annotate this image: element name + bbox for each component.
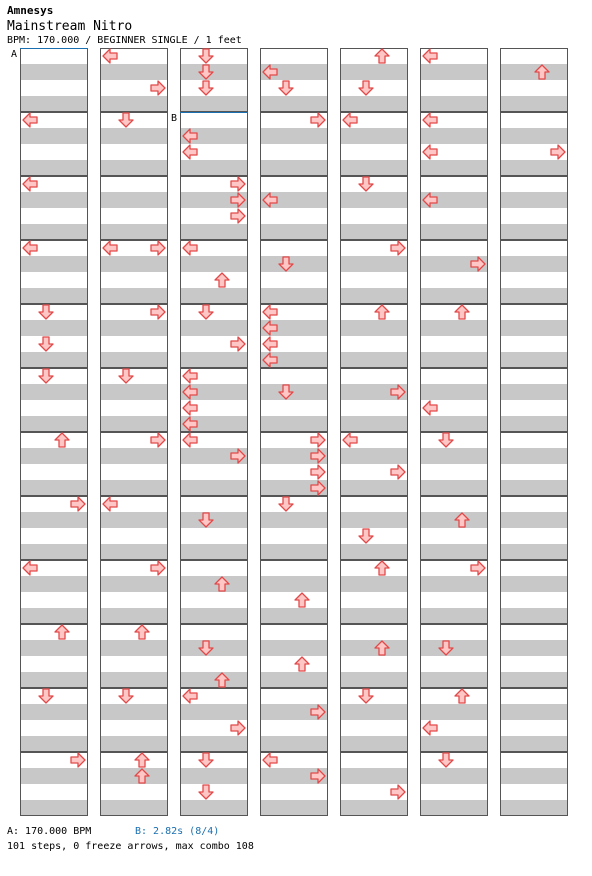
beat-stripe (260, 672, 328, 688)
beat-stripe (20, 384, 88, 400)
beat-stripe (20, 352, 88, 368)
beat-stripe (420, 576, 488, 592)
beat-stripe (20, 96, 88, 112)
chart-meta: BPM: 170.000 / BEGINNER SINGLE / 1 feet (7, 35, 242, 46)
marker-label: B (171, 113, 178, 124)
beat-stripe (420, 96, 488, 112)
beat-stripe (420, 608, 488, 624)
beat-stripe (420, 736, 488, 752)
beat-stripe (340, 256, 408, 272)
beat-stripe (260, 736, 328, 752)
beat-stripe (500, 224, 568, 240)
beat-stripe (20, 288, 88, 304)
beat-stripe (340, 448, 408, 464)
beat-stripe (180, 320, 248, 336)
beat-stripe (420, 288, 488, 304)
beat-stripe (20, 704, 88, 720)
beat-stripe (20, 576, 88, 592)
beat-stripe (260, 640, 328, 656)
beat-stripe (340, 480, 408, 496)
beat-stripe (340, 704, 408, 720)
beat-stripe (100, 672, 168, 688)
beat-stripe (20, 800, 88, 816)
beat-stripe (340, 608, 408, 624)
beat-stripe (500, 576, 568, 592)
beat-stripe (420, 800, 488, 816)
beat-stripe (20, 544, 88, 560)
beat-stripe (100, 192, 168, 208)
beat-stripe (420, 544, 488, 560)
beat-stripe (340, 96, 408, 112)
beat-stripe (500, 480, 568, 496)
beat-stripe (500, 192, 568, 208)
beat-stripe (340, 288, 408, 304)
beat-stripe (100, 576, 168, 592)
beat-stripe (180, 608, 248, 624)
beat-stripe (260, 416, 328, 432)
beat-stripe (500, 544, 568, 560)
beat-stripe (100, 800, 168, 816)
song-title: Mainstream Nitro (7, 19, 133, 34)
beat-stripe (180, 672, 248, 688)
beat-stripe (180, 768, 248, 784)
beat-stripe (340, 768, 408, 784)
beat-stripe (100, 384, 168, 400)
beat-stripe (340, 192, 408, 208)
beat-stripe (20, 672, 88, 688)
beat-stripe (100, 96, 168, 112)
beat-stripe (340, 544, 408, 560)
beat-stripe (20, 320, 88, 336)
beat-stripe (20, 160, 88, 176)
beat-stripe (180, 224, 248, 240)
beat-stripe (340, 640, 408, 656)
beat-stripe (100, 768, 168, 784)
beat-stripe (180, 288, 248, 304)
beat-stripe (420, 448, 488, 464)
beat-stripe (20, 64, 88, 80)
beat-stripe (20, 416, 88, 432)
beat-stripe (100, 160, 168, 176)
beat-stripe (20, 256, 88, 272)
beat-stripe (180, 480, 248, 496)
beat-stripe (500, 64, 568, 80)
beat-stripe (260, 96, 328, 112)
beat-stripe (340, 320, 408, 336)
beat-stripe (500, 704, 568, 720)
beat-stripe (420, 160, 488, 176)
beat-stripe (20, 128, 88, 144)
beat-stripe (500, 352, 568, 368)
beat-stripe (100, 544, 168, 560)
beat-stripe (260, 544, 328, 560)
beat-stripe (420, 416, 488, 432)
beat-stripe (180, 512, 248, 528)
beat-stripe (100, 256, 168, 272)
beat-stripe (180, 352, 248, 368)
beat-stripe (100, 64, 168, 80)
beat-stripe (260, 608, 328, 624)
beat-stripe (20, 736, 88, 752)
beat-stripe (260, 800, 328, 816)
beat-stripe (500, 736, 568, 752)
beat-stripe (180, 704, 248, 720)
bpm-marker-legend: A: 170.000 BPM (7, 826, 92, 837)
beat-stripe (100, 448, 168, 464)
beat-stripe (180, 160, 248, 176)
beat-stripe (20, 224, 88, 240)
beat-stripe (420, 768, 488, 784)
stop-marker-legend: B: 2.82s (8/4) (135, 826, 220, 837)
beat-stripe (500, 320, 568, 336)
beat-stripe (420, 224, 488, 240)
beat-stripe (180, 64, 248, 80)
beat-stripe (500, 768, 568, 784)
beat-stripe (100, 704, 168, 720)
marker-label: A (11, 49, 18, 60)
beat-stripe (500, 256, 568, 272)
beat-stripe (180, 736, 248, 752)
beat-stripe (340, 64, 408, 80)
beat-stripe (500, 448, 568, 464)
beat-stripe (260, 576, 328, 592)
beat-stripe (420, 384, 488, 400)
beat-stripe (180, 640, 248, 656)
beat-stripe (100, 512, 168, 528)
beat-stripe (100, 320, 168, 336)
beat-stripe (100, 224, 168, 240)
beat-stripe (260, 256, 328, 272)
beat-stripe (500, 512, 568, 528)
chart-stats: 101 steps, 0 freeze arrows, max combo 108 (7, 841, 254, 852)
beat-stripe (20, 512, 88, 528)
beat-stripe (420, 352, 488, 368)
beat-stripe (180, 800, 248, 816)
beat-stripe (100, 608, 168, 624)
beat-stripe (420, 320, 488, 336)
beat-stripe (20, 608, 88, 624)
beat-stripe (340, 576, 408, 592)
beat-stripe (340, 800, 408, 816)
beat-stripe (260, 384, 328, 400)
beat-stripe (20, 480, 88, 496)
beat-stripe (500, 288, 568, 304)
beat-stripe (340, 352, 408, 368)
beat-stripe (420, 128, 488, 144)
beat-stripe (100, 288, 168, 304)
beat-stripe (340, 512, 408, 528)
beat-stripe (420, 480, 488, 496)
beat-stripe (340, 736, 408, 752)
beat-stripe (260, 288, 328, 304)
beat-stripe (420, 672, 488, 688)
beat-stripe (100, 416, 168, 432)
beat-stripe (260, 128, 328, 144)
beat-stripe (500, 160, 568, 176)
beat-stripe (20, 192, 88, 208)
beat-stripe (340, 128, 408, 144)
beat-stripe (100, 480, 168, 496)
beat-stripe (500, 640, 568, 656)
beat-stripe (340, 416, 408, 432)
beat-stripe (20, 448, 88, 464)
beat-stripe (500, 128, 568, 144)
beat-stripe (20, 768, 88, 784)
beat-stripe (340, 160, 408, 176)
beat-stripe (180, 256, 248, 272)
beat-stripe (420, 704, 488, 720)
beat-stripe (500, 96, 568, 112)
song-artist: Amnesys (7, 4, 54, 17)
beat-stripe (500, 608, 568, 624)
beat-stripe (100, 640, 168, 656)
beat-stripe (100, 736, 168, 752)
beat-stripe (20, 640, 88, 656)
beat-stripe (500, 384, 568, 400)
beat-stripe (420, 64, 488, 80)
beat-stripe (260, 224, 328, 240)
beat-stripe (420, 512, 488, 528)
beat-stripe (180, 544, 248, 560)
beat-stripe (500, 416, 568, 432)
beat-stripe (100, 352, 168, 368)
beat-stripe (500, 672, 568, 688)
beat-stripe (260, 512, 328, 528)
beat-stripe (180, 576, 248, 592)
beat-stripe (340, 224, 408, 240)
beat-stripe (500, 800, 568, 816)
beat-stripe (180, 96, 248, 112)
beat-stripe (340, 672, 408, 688)
beat-stripe (100, 128, 168, 144)
beat-stripe (260, 160, 328, 176)
beat-stripe (420, 640, 488, 656)
